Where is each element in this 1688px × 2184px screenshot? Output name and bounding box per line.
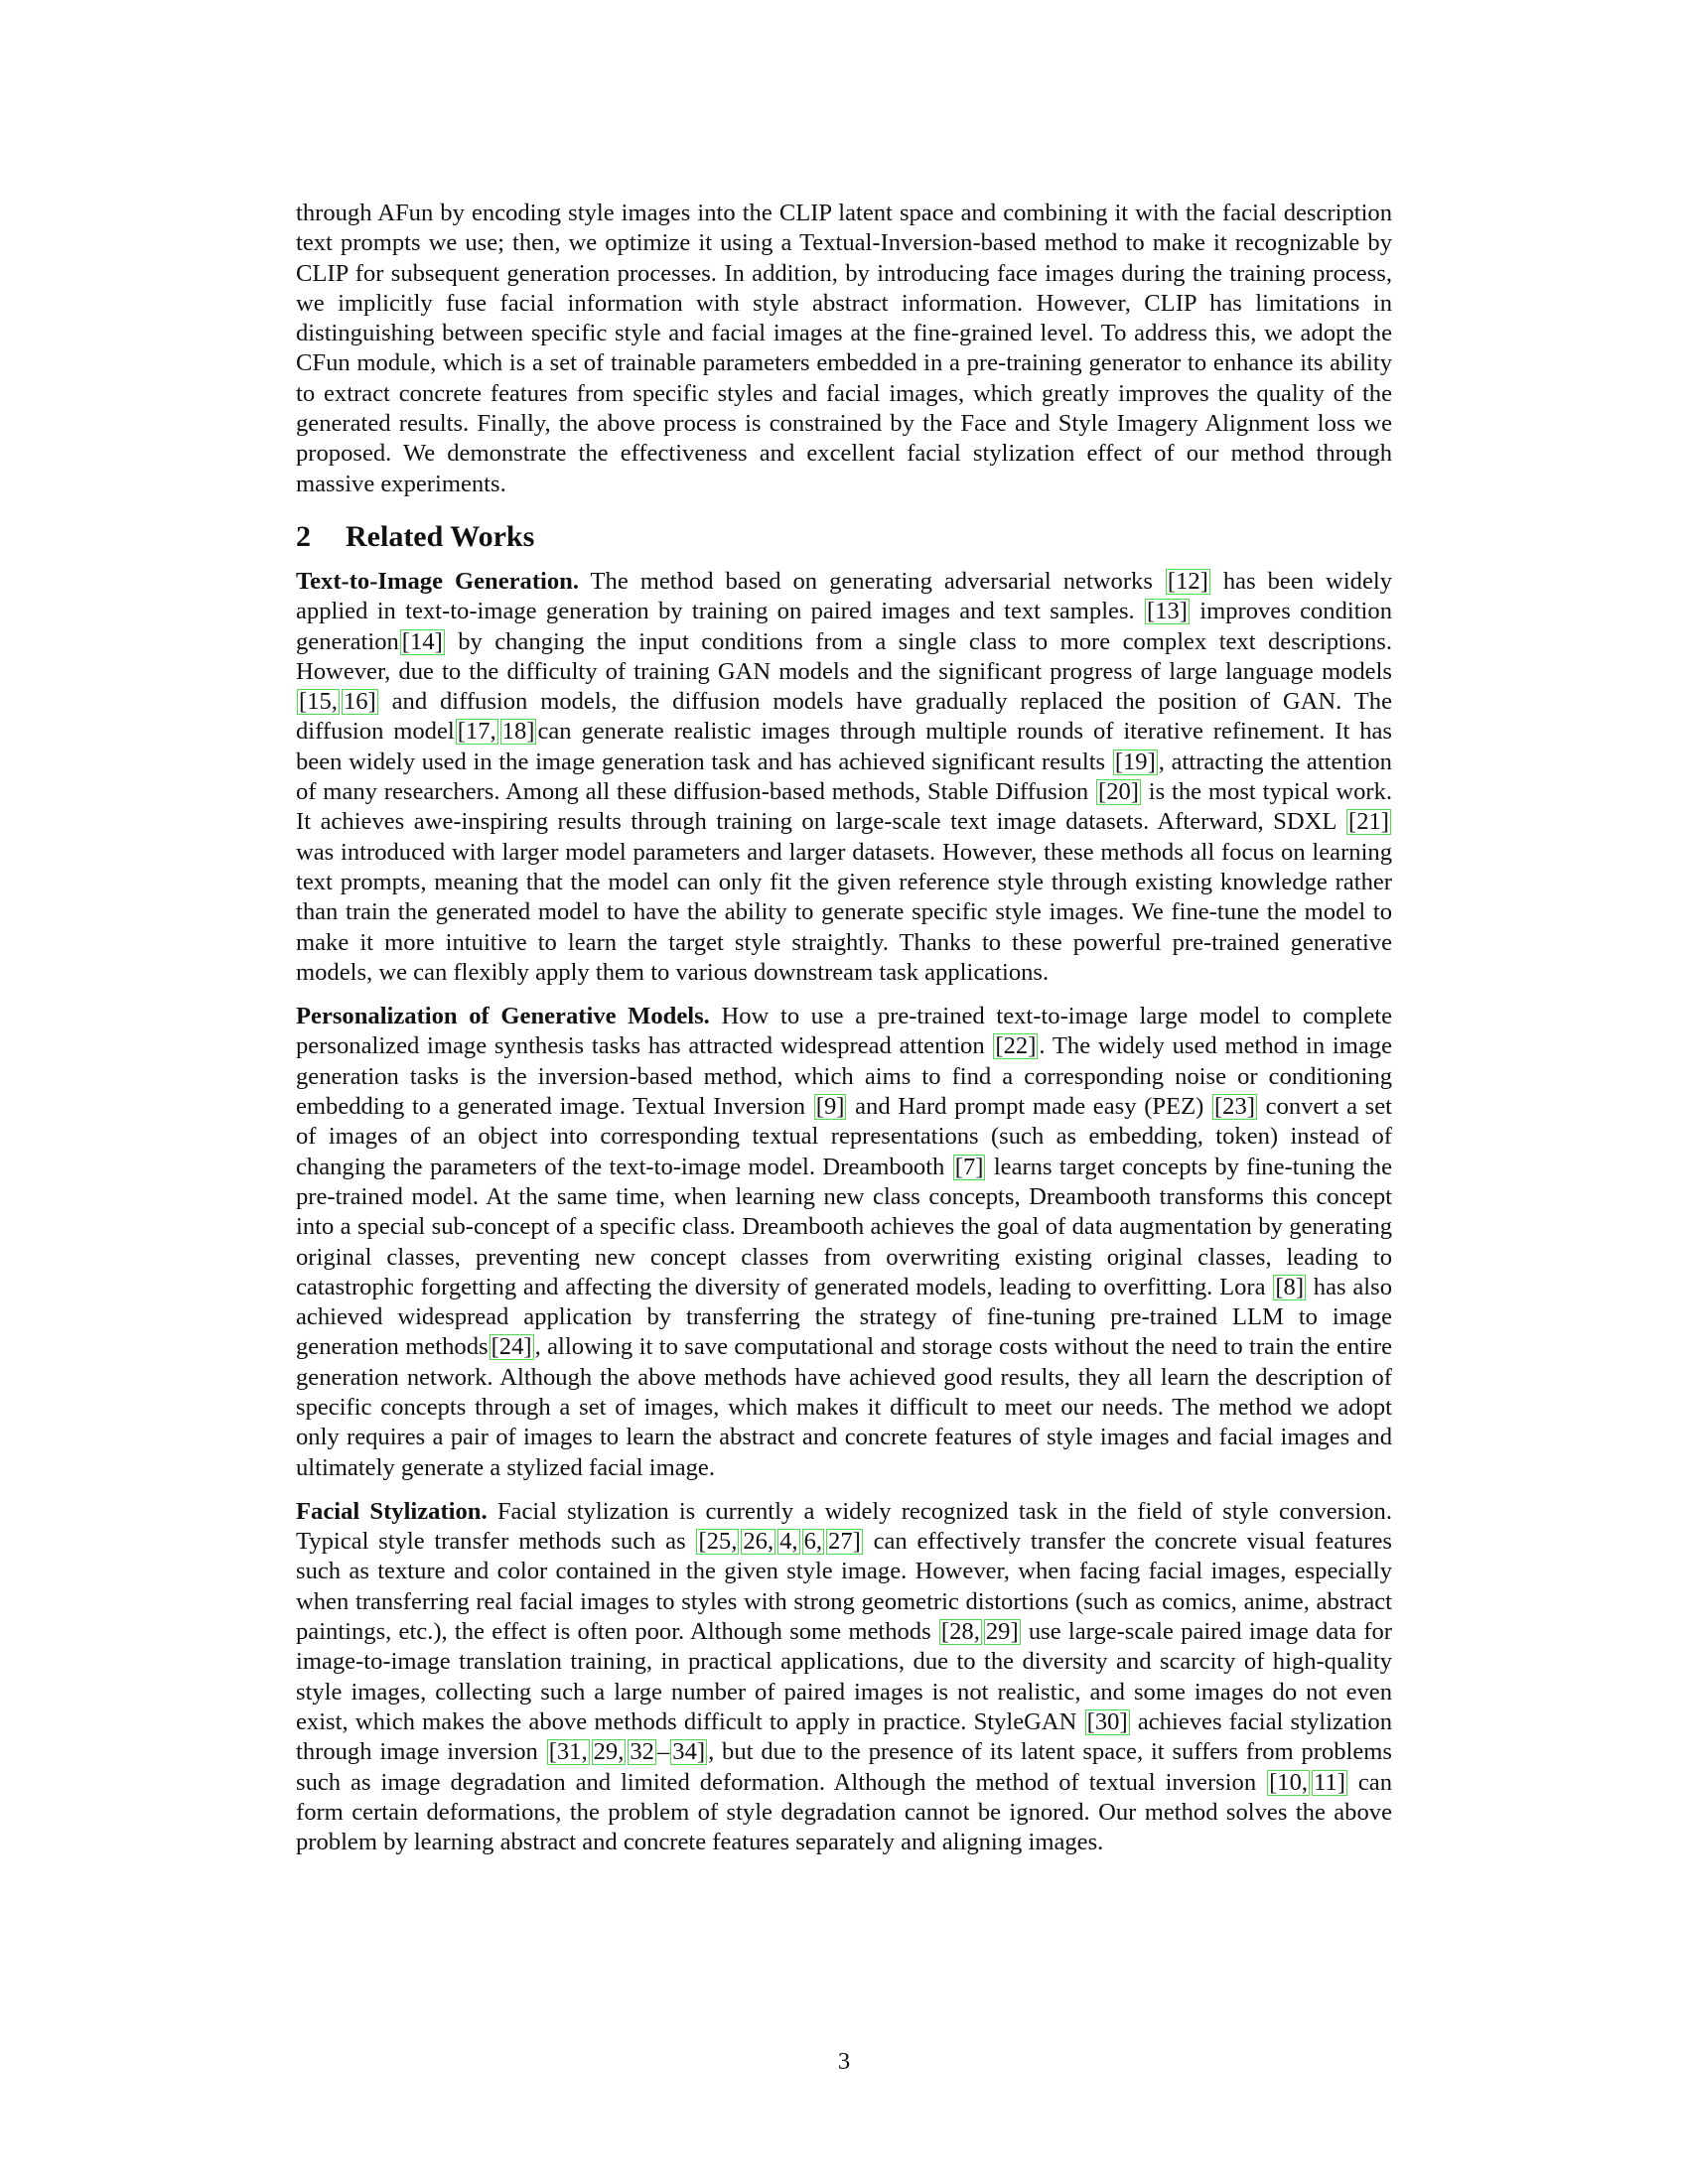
citation-link[interactable]: 16] [343, 688, 376, 716]
citation-link[interactable]: [19] [1114, 748, 1156, 775]
paragraph-text: by changing the input conditions from a single class to more complex text descriptions. However, due to the difficulty of training GAN models and the significant progress of large language models [296, 627, 1392, 685]
citation-link[interactable]: 27] [828, 1528, 861, 1556]
citation-link[interactable]: [17, [457, 718, 496, 746]
citation-link[interactable]: 34] [672, 1738, 706, 1766]
citation-link[interactable]: [10, [1269, 1768, 1309, 1796]
citation-link[interactable]: [14] [401, 627, 443, 655]
paragraph-text: , but due to the presence of its latent space, it suffers from problems such as image degradation and limited deformation. Although the method of textual inversion [296, 1738, 1392, 1796]
paragraph-text: and diffusion models, the diffusion models have gradually replaced the position of GAN. The diffusion model [296, 688, 1392, 746]
citation-link[interactable]: [20] [1098, 778, 1139, 806]
paragraph-text: , attracting the attention of many researchers. Among all these diffusion-based methods, Stable Diffusion [296, 748, 1392, 806]
citation-link[interactable]: 4, [779, 1528, 798, 1556]
paragraph-text: was introduced with larger model parameters and larger datasets. However, these methods all focus on learning text prompts, meaning that the model can only fit the given reference style through existing knowledge rather than train the generated model to have the ability to generate specific style images. We fine-tune the model to make it more intuitive to learn the target style straightly. Thanks to these powerful pre-trained generative models, we can flexibly apply them to various downstream task applications. [296, 838, 1392, 986]
paragraph-text: convert a set of images of an object into corresponding textual representations (such as embedding, token) instead of changing the parameters of the text-to-image model. Dreambooth [296, 1093, 1392, 1180]
paragraph-text: has also achieved widespread application by transferring the strategy of fine-tuning pre-trained LLM to image generation methods [296, 1273, 1392, 1361]
citation-link[interactable]: [13] [1146, 598, 1188, 625]
citation-link[interactable]: [8] [1275, 1273, 1305, 1300]
paragraph-text: . The widely used method in image generation tasks is the inversion-based method, which aims to find a corresponding noise or conditioning embedding to a generated image. Textual Inversion [296, 1032, 1392, 1121]
page-number: 3 [837, 2048, 851, 2075]
paragraph-text: can effectively transfer the concrete visual features such as texture and color contained in the given style image. However, when facing facial images, especially when transferring real facial images to styles with strong geometric distortions (such as comics, anime, abstract paintings, etc.), the effect is often poor. Although some methods [296, 1528, 1392, 1646]
section-title: Related Works [346, 519, 535, 553]
citation-link[interactable]: [28, [940, 1618, 980, 1646]
citation-link[interactable]: 26, [743, 1528, 774, 1556]
citation-link[interactable]: [24] [491, 1333, 532, 1361]
citation-link[interactable]: 29, [593, 1738, 625, 1766]
paragraph-text: Facial stylization is currently a widely recognized task in the field of style conversion. Typical style transfer methods such as [296, 1497, 1392, 1556]
paragraph-heading: Facial Stylization. [296, 1497, 488, 1525]
paragraph-text: The method based on generating adversarial networks [590, 567, 1165, 595]
citation-link[interactable]: 18] [501, 718, 535, 746]
citation-link[interactable]: 6, [803, 1528, 823, 1556]
citation-link[interactable]: [22] [995, 1032, 1037, 1060]
paragraph-text: and Hard prompt made easy (PEZ) [847, 1093, 1211, 1121]
citation-link[interactable]: [7] [954, 1153, 984, 1180]
section-heading [296, 519, 1392, 555]
paragraph-text: can generate realistic images through multiple rounds of iterative refinement. It has been widely used in the image generation task and has achieved significant results [296, 718, 1392, 775]
paragraph-personalization [296, 1002, 1392, 1483]
citation-link[interactable]: [15, [299, 688, 338, 716]
citation-link[interactable]: [31, [548, 1738, 588, 1766]
paragraph-text: , allowing it to save computational and storage costs without the need to train the entire generation network. Although the above methods have achieved good results, they all learn the description of specific concepts through a set of images, which makes it difficult to meet our needs. The method we adopt only requires a pair of images to learn the abstract and concrete features of style images and facial images and ultimately generate a stylized facial image. [296, 1333, 1393, 1481]
citation-link[interactable]: [12] [1167, 567, 1208, 595]
citation-link[interactable]: [30] [1086, 1707, 1128, 1735]
citation-link[interactable]: [21] [1348, 808, 1389, 836]
paragraph-heading: Personalization of Generative Models. [296, 1003, 710, 1030]
paragraph-heading: Text-to-Image Generation. [296, 567, 579, 595]
paragraph-text: How to use a pre-trained text-to-image large model to complete personalized image synthesis tasks has attracted widespread attention [296, 1003, 1392, 1060]
intro-continued-paragraph: through AFun by encoding style images into the CLIP latent space and combining it with the facial description text prompts we use; then, we optimize it using a Textual-Inversion-based method to make it recognizable by CLIP for subsequent generation processes. In addition, by introducing face images during the training process, we implicitly fuse facial information with style abstract information. However, CLIP has limitations in distinguishing between specific style and facial images at the fine-grained level. To address this, we adopt the CFun module, which is a set of trainable parameters embedded in a pre-training generator to enhance its ability to extract concrete features from specific styles and facial images, which greatly improves the quality of the generated results. Finally, the above process is constrained by the Face and Style Imagery Alignment loss we proposed. We demonstrate the effectiveness and excellent facial stylization effect of our method through massive experiments. [296, 200, 1392, 497]
paragraph-text: improves condition generation [296, 598, 1392, 655]
paragraph-text-to-image [296, 567, 1392, 988]
paragraph-text: learns target concepts by fine-tuning the pre-trained model. At the same time, when learning new class concepts, Dreambooth transforms this concept into a special sub-concept of a specific class. Dreambooth achieves the goal of data augmentation by generating original classes, preventing new concept classes from overwriting existing original classes, leading to catastrophic forgetting and affecting the diversity of generated models, leading to overfitting. Lora [296, 1153, 1392, 1300]
paragraph-text: use large-scale paired image data for image-to-image translation training, in practical applications, due to the diversity and scarcity of high-quality style images, collecting such a large number of paired images is not realistic, and some images do not even exist, which makes the above methods difficult to apply in practice. StyleGAN [296, 1618, 1392, 1735]
paragraph-text: – [656, 1738, 670, 1766]
paragraph-text: can form certain deformations, the problem of style degradation cannot be ignored. Our method solves the above problem by learning abstract and concrete features separately and aligning images. [296, 1768, 1392, 1856]
citation-link[interactable]: [23] [1213, 1093, 1255, 1121]
paragraph-text: has been widely applied in text-to-image generation by training on paired images and text samples. [296, 567, 1392, 625]
section-number: 2 [296, 519, 311, 553]
paragraph-text: is the most typical work. It achieves awe-inspiring results through training on large-scale text image datasets. Afterward, SDXL [296, 778, 1393, 836]
citation-link[interactable]: 32 [630, 1738, 654, 1766]
paragraph-facial-stylization [296, 1497, 1392, 1858]
citation-link[interactable]: [9] [815, 1093, 845, 1121]
paragraph-text: achieves facial stylization through image inversion [296, 1707, 1392, 1766]
citation-link[interactable]: 29] [985, 1618, 1019, 1646]
paper-page [296, 199, 1392, 1871]
citation-link[interactable]: [25, [698, 1528, 738, 1556]
citation-link[interactable]: 11] [1314, 1768, 1345, 1796]
